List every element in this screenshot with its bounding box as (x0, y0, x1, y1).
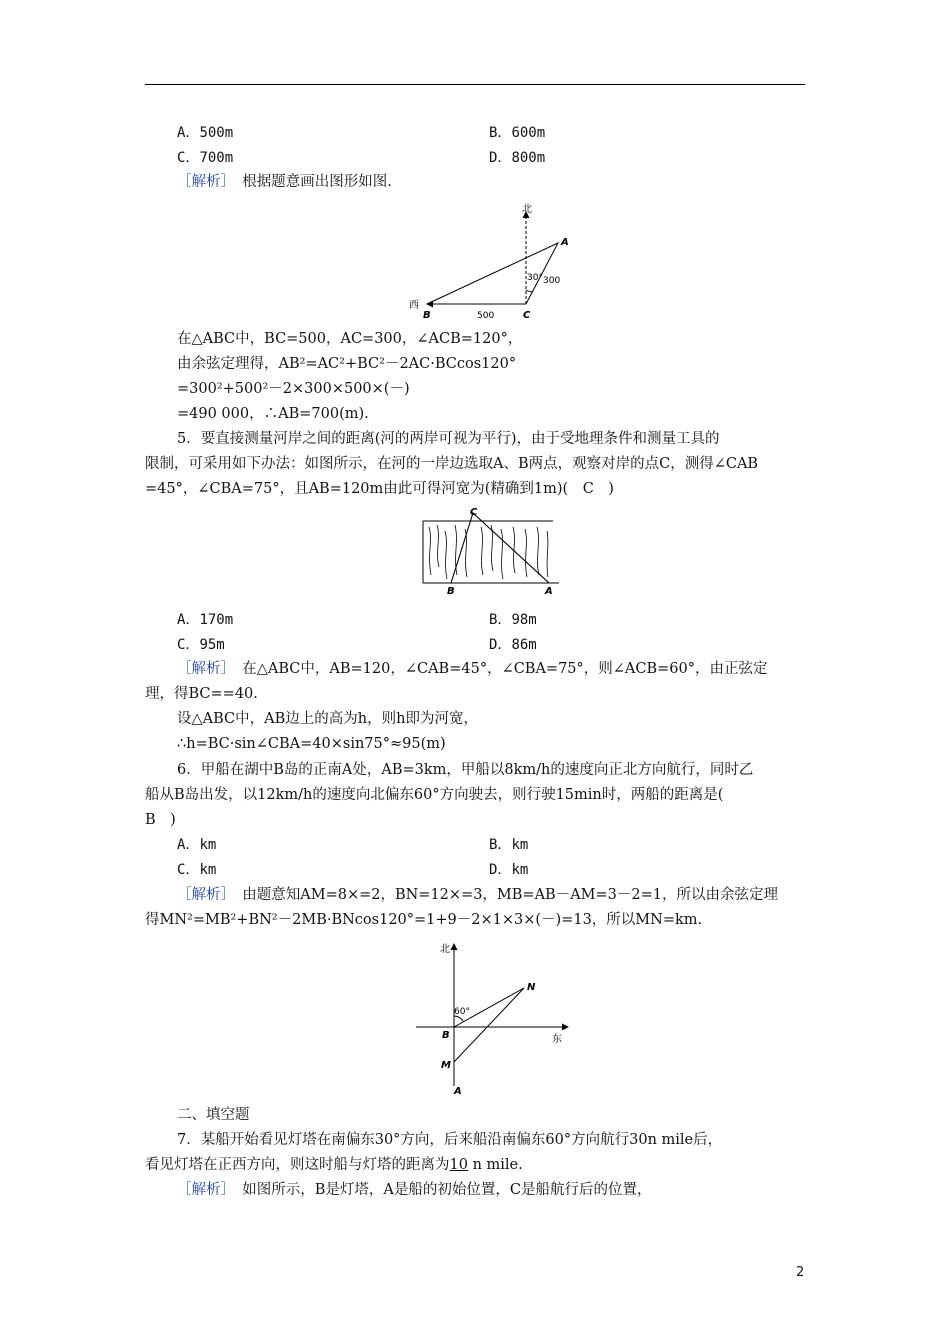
q4-point-b: B (423, 310, 431, 321)
q4-option-d: D．800m (489, 150, 546, 166)
q4-west-label: 西 (409, 300, 419, 311)
q5-river-hatching (429, 525, 548, 579)
q5-analysis-4: ∴h=BC·sin∠CBA=40×sin75°≈95(m) (177, 736, 446, 752)
q6-point-n: N (527, 982, 536, 993)
q4-point-a: A (561, 237, 569, 248)
q4-option-b: B．600m (489, 125, 546, 141)
q5-stem-1: 5．要直接测量河岸之间的距离(河的两岸可视为平行)，由于受地理条件和测量工具的 (177, 431, 720, 447)
q4-north-label: 北 (522, 204, 532, 215)
q7-line-1: 7．某船开始看见灯塔在南偏东30°方向，后来船沿南偏东60°方向航行30n mile后， (177, 1132, 723, 1148)
q5-analysis-2: 理，得BC==40. (145, 686, 258, 702)
q6-angle-label: 60° (454, 1007, 470, 1017)
q4-angle-label: 30° (527, 273, 543, 283)
q6-option-d: D．km (489, 862, 529, 878)
q5-point-b: B (447, 586, 455, 597)
header-rule (145, 84, 805, 85)
q6-point-m: M (441, 1060, 451, 1071)
q7-line-2: 看见灯塔在正西方向，则这时船与灯塔的距离为10 n mile. (145, 1157, 523, 1173)
q6-point-a: A (454, 1086, 462, 1097)
q7-analysis: ［解析］ 如图所示，B是灯塔，A是船的初始位置，C是船航行后的位置， (177, 1182, 652, 1198)
q6-north-label: 北 (440, 944, 450, 955)
q4-bc-label: 500 (477, 311, 495, 321)
q5-option-d: D．86m (489, 637, 537, 653)
q5-analysis-1: ［解析］ 在△ABC中，AB=120，∠CAB=45°，∠CBA=75°，则∠ACB=60°，由正弦定 (177, 661, 768, 677)
q4-ac-label: 300 (543, 276, 561, 286)
q4-line-3: =300²+500²－2×300×500×(－) (177, 381, 410, 397)
q4-line-4: =490 000，∴AB=700(m). (177, 406, 369, 422)
q6-option-b: B．km (489, 837, 529, 853)
page-number: 2 (796, 1265, 805, 1280)
q5-triangle (451, 513, 549, 583)
q4-line-1: 在△ABC中，BC=500，AC=300，∠ACB=120°， (177, 331, 523, 347)
q5-option-c: C．95m (177, 637, 225, 653)
q6-figure (410, 938, 575, 1098)
section2-heading: 二、填空题 (177, 1107, 250, 1123)
q5-option-b: B．98m (489, 612, 537, 628)
q6-analysis-2: 得MN²=MB²+BN²－2MB·BNcos120°=1+9－2×1×3×(－)=13，所以MN=km. (145, 912, 703, 928)
q6-stem-2: 船从B岛出发，以12km/h的速度向北偏东60°方向驶去，则行驶15min时，两船的距离是( (145, 787, 724, 803)
q6-option-a: A．km (177, 837, 217, 853)
q4-line-2: 由余弦定理得，AB²=AC²+BC²－2AC·BCcos120° (177, 356, 517, 372)
q7-answer: 10 (449, 1157, 468, 1173)
q4-triangle-figure (405, 200, 580, 322)
q5-analysis-3: 设△ABC中，AB边上的高为h，则h即为河宽， (177, 711, 478, 727)
q5-point-c: C (470, 507, 478, 518)
q6-stem-1: 6．甲船在湖中B岛的正南A处，AB=3km，甲船以8km/h的速度向正北方向航行，同时乙 (177, 762, 754, 778)
q5-option-a: A．170m (177, 612, 234, 628)
q6-east-label: 东 (552, 1034, 562, 1045)
q6-mn-line (454, 988, 524, 1062)
q4-angle-arc (526, 290, 533, 292)
q6-option-c: C．km (177, 862, 217, 878)
q5-stem-3: =45°，∠CBA=75°，且AB=120m由此可得河宽为(精确到1m)( C ) (145, 481, 614, 497)
q5-stem-2: 限制，可采用如下办法：如图所示，在河的一岸边选取A、B两点，观察对岸的点C，测得∠CAB (145, 456, 759, 472)
q6-analysis-1: ［解析］ 由题意知AM=8×=2，BN=12×=3，MB=AB－AM=3－2=1，所以由余弦定理 (177, 887, 779, 903)
q4-analysis-intro: ［解析］ 根据题意画出图形如图. (177, 174, 392, 190)
q6-point-b: B (442, 1030, 450, 1041)
q4-option-c: C．700m (177, 150, 234, 166)
q6-stem-3: B ) (145, 812, 176, 828)
q4-option-a: A．500m (177, 125, 234, 141)
q5-point-a: A (545, 586, 553, 597)
q5-river-figure (415, 505, 565, 597)
q4-point-c: C (523, 310, 531, 321)
